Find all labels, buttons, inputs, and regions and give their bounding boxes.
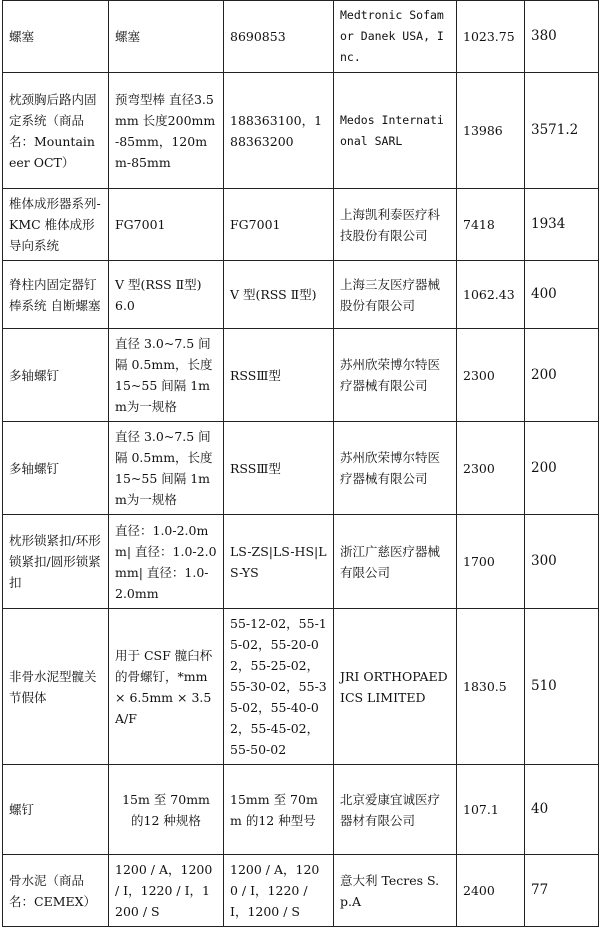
model-cell: LS-ZS|LS-HS|LS-YS: [224, 515, 334, 609]
table-row: [3, 422, 599, 515]
table-row: [3, 73, 599, 189]
cap-price-cell: 77: [525, 855, 599, 927]
cap-price-cell: 510: [525, 609, 599, 765]
cap-price-cell: 400: [525, 261, 599, 329]
specification-cell: 螺塞: [109, 1, 224, 73]
model-cell: FG7001: [224, 189, 334, 261]
table-row: [3, 329, 599, 422]
table-row: [3, 261, 599, 329]
specification-cell: 直径 3.0~7.5 间隔 0.5mm，长度15~55 间隔 1mm为一规格: [109, 329, 224, 422]
specification-cell: 1200 / A，1200 / I，1220 / I，1200 / S: [109, 855, 224, 927]
cap-price-cell: 200: [525, 422, 599, 515]
table-row: [3, 515, 599, 609]
table-row: [3, 855, 599, 927]
price-cell: 1830.5: [457, 609, 525, 765]
table-row: [3, 765, 599, 855]
price-cell: 1700: [457, 515, 525, 609]
model-cell: 55-12-02，55-15-02，55-20-02，55-25-02，55-30-02，55-35-02，55-40-02，55-45-02，55-50-02: [224, 609, 334, 765]
cap-price-cell: 380: [525, 1, 599, 73]
manufacturer-cell: 苏州欣荣博尔特医疗器械有限公司: [334, 422, 457, 515]
model-cell: RSSⅢ型: [224, 422, 334, 515]
price-cell: 1062.43: [457, 261, 525, 329]
cap-price-cell: 3571.2: [525, 73, 599, 189]
model-cell: 8690853: [224, 1, 334, 73]
model-cell: RSSⅢ型: [224, 329, 334, 422]
price-cell: 2300: [457, 329, 525, 422]
price-cell: 107.1: [457, 765, 525, 855]
manufacturer-cell: 上海三友医疗器械股份有限公司: [334, 261, 457, 329]
specification-cell: V 型(RSS Ⅱ型) 6.0: [109, 261, 224, 329]
cap-price-cell: 40: [525, 765, 599, 855]
specification-cell: 直径 3.0~7.5 间隔 0.5mm，长度15~55 间隔 1mm为一规格: [109, 422, 224, 515]
cap-price-cell: 1934: [525, 189, 599, 261]
cap-price-cell: 300: [525, 515, 599, 609]
model-cell: V 型(RSS Ⅱ型): [224, 261, 334, 329]
specification-cell: FG7001: [109, 189, 224, 261]
product-name-cell: 非骨水泥型髋关节假体: [3, 609, 109, 765]
manufacturer-cell: JRI ORTHOPAEDICS LIMITED: [334, 609, 457, 765]
model-cell: 188363100，188363200: [224, 73, 334, 189]
table-row: [3, 189, 599, 261]
product-name-cell: 脊柱内固定器钉棒系统 自断螺塞: [3, 261, 109, 329]
model-cell: 1200 / A，1200 / I，1220 / I，1200 / S: [224, 855, 334, 927]
specification-cell: 直径：1.0-2.0mm| 直径：1.0-2.0mm| 直径：1.0-2.0mm: [109, 515, 224, 609]
manufacturer-cell: 北京爱康宜诚医疗器材有限公司: [334, 765, 457, 855]
price-cell: 2400: [457, 855, 525, 927]
table-row: [3, 1, 599, 73]
manufacturer-cell: 意大利 Tecres S.p.A: [334, 855, 457, 927]
price-cell: 1023.75: [457, 1, 525, 73]
consumables-price-table: [2, 0, 599, 927]
specification-cell: 预弯型棒 直径3.5mm 长度200mm-85mm，120mm-85mm: [109, 73, 224, 189]
product-name-cell: 枕颈胸后路内固定系统（商品名：Mountaineer OCT）: [3, 73, 109, 189]
cap-price-cell: 200: [525, 329, 599, 422]
product-name-cell: 椎体成形器系列-KMC 椎体成形导向系统: [3, 189, 109, 261]
model-cell: 15mm 至 70mm 的12 种型号: [224, 765, 334, 855]
product-name-cell: 枕形锁紧扣/环形锁紧扣/圆形锁紧扣: [3, 515, 109, 609]
manufacturer-cell: Medos International SARL: [334, 73, 457, 189]
price-cell: 7418: [457, 189, 525, 261]
manufacturer-cell: 上海凯利泰医疗科技股份有限公司: [334, 189, 457, 261]
product-name-cell: 螺塞: [3, 1, 109, 73]
product-name-cell: 骨水泥（商品名：CEMEX）: [3, 855, 109, 927]
product-name-cell: 多轴螺钉: [3, 422, 109, 515]
price-cell: 13986: [457, 73, 525, 189]
product-name-cell: 螺钉: [3, 765, 109, 855]
specification-cell: 用于 CSF 髋臼杯的骨螺钉，*mm × 6.5mm × 3.5A/F: [109, 609, 224, 765]
manufacturer-cell: Medtronic Sofamor Danek USA, Inc.: [334, 1, 457, 73]
manufacturer-cell: 浙江广慈医疗器械有限公司: [334, 515, 457, 609]
specification-cell: 15m 至 70mm 的12 种规格: [109, 765, 224, 855]
manufacturer-cell: 苏州欣荣博尔特医疗器械有限公司: [334, 329, 457, 422]
price-cell: 2300: [457, 422, 525, 515]
table-row: [3, 609, 599, 765]
product-name-cell: 多轴螺钉: [3, 329, 109, 422]
